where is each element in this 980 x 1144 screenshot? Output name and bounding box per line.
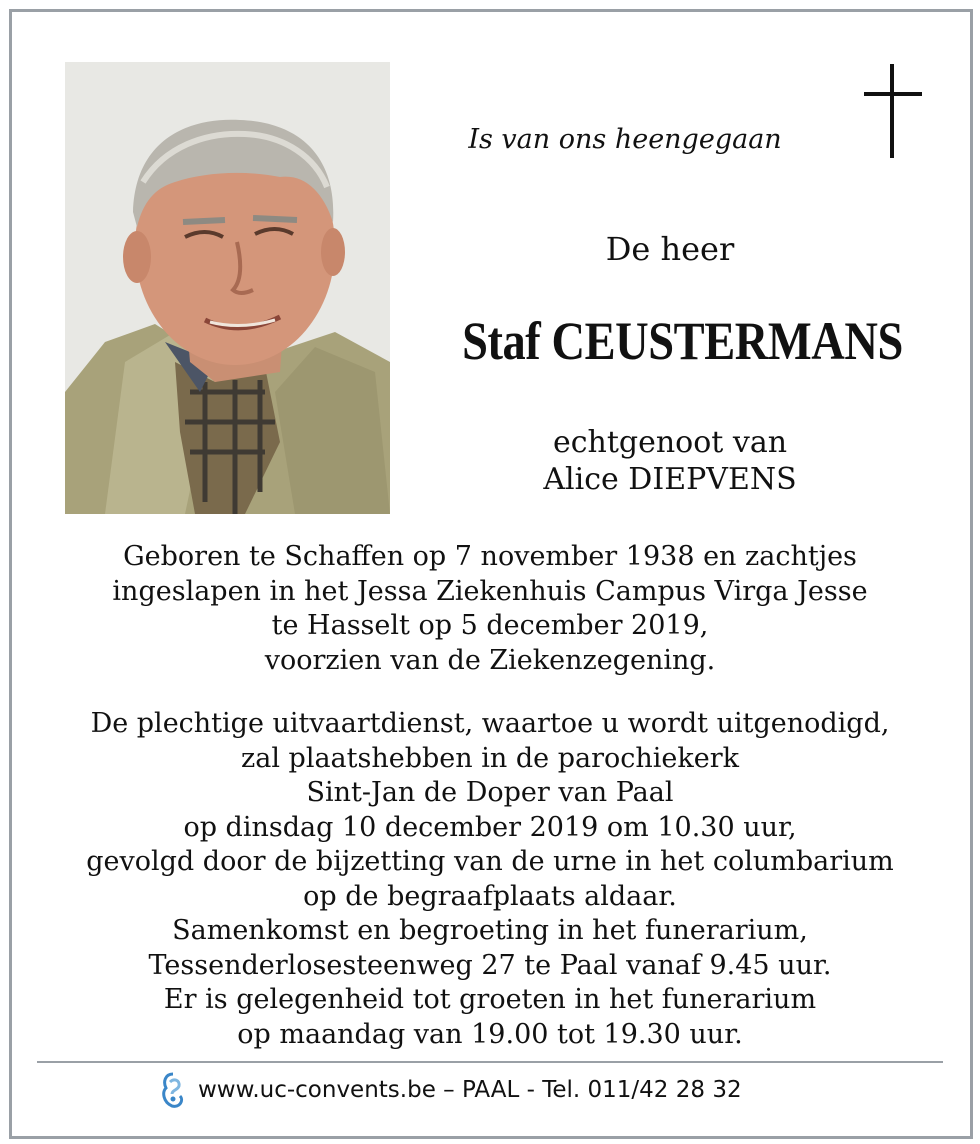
birth-death-paragraph bbox=[40, 540, 940, 678]
text-line: gevolgd door de bijzetting van de urne in het columbarium bbox=[86, 846, 894, 877]
text-line: op dinsdag 10 december 2019 om 10.30 uur, bbox=[183, 811, 797, 843]
spouse-block bbox=[470, 424, 870, 498]
footer bbox=[160, 1068, 860, 1112]
text-line: Samenkomst en begroeting in het funerarium, bbox=[172, 915, 808, 946]
spouse-label: echtgenoot van bbox=[552, 425, 788, 460]
text-line: voorzien van de Ziekenzegening. bbox=[264, 644, 716, 676]
footer-divider bbox=[37, 1061, 943, 1063]
footer-contact[interactable]: www.uc-convents.be – PAAL - Tel. 011/42 28 32 bbox=[198, 1077, 742, 1103]
text-line: Er is gelegenheid tot groeten in het funerarium bbox=[163, 984, 817, 1015]
intro-text: Is van ons heengegaan bbox=[468, 124, 782, 155]
text-line: Sint-Jan de Doper van Paal bbox=[306, 777, 674, 808]
text-line: zal plaatshebben in de parochiekerk bbox=[241, 742, 739, 774]
text-line: te Hasselt op 5 december 2019, bbox=[271, 610, 709, 641]
text-line: op de begraafplaats aldaar. bbox=[303, 880, 677, 912]
spouse-name: Alice DIEPVENS bbox=[543, 462, 797, 497]
portrait-photo bbox=[65, 62, 390, 514]
deceased-name: Staf CEUSTERMANS bbox=[462, 311, 903, 371]
salutation: De heer bbox=[605, 230, 735, 268]
text-line: Geboren te Schaffen op 7 november 1938 en zachtjes bbox=[123, 541, 857, 572]
funeral-home-logo-icon bbox=[160, 1072, 186, 1108]
portrait-illustration bbox=[65, 62, 390, 514]
funeral-paragraph bbox=[40, 707, 940, 1052]
text-line: ingeslapen in het Jessa Ziekenhuis Campus Virga Jesse bbox=[112, 575, 868, 607]
text-line: De plechtige uitvaartdienst, waartoe u wordt uitgenodigd, bbox=[90, 708, 890, 739]
text-line: op maandag van 19.00 tot 19.30 uur. bbox=[237, 1018, 743, 1050]
text-line: Tessenderlosesteenweg 27 te Paal vanaf 9.45 uur. bbox=[148, 949, 832, 981]
cross-icon bbox=[864, 64, 922, 158]
